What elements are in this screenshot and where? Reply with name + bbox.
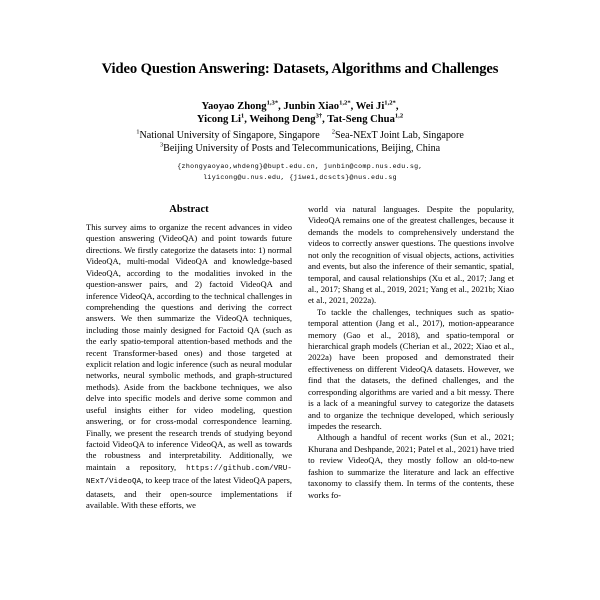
- author-name: Yaoyao Zhong: [201, 100, 267, 112]
- author-name: Yicong Li: [196, 114, 241, 125]
- intro-paragraph-continued: world via natural languages. Despite the popularity, VideoQA remains one of the greatest challenges, because it demands the models to comprehensively understand the videos to correctly answer questions. The questions involve not only the recognition of visual objects, actions, activities and events, but also the inference of their semantic, spatial, temporal, and causal relationships (Xu et al., 2017; Jang et al., 2017; Shang et al., 2019, 2021; Yang et al., 2021b; Xiao et al., 2021, 2022a).: [308, 204, 514, 306]
- author-name: Wei Ji: [355, 100, 385, 112]
- author-affil-marker: 3†: [315, 112, 323, 120]
- affiliation-text: National University of Singapore, Singapore: [139, 129, 320, 141]
- author-name: Junbin Xiao: [283, 100, 340, 112]
- author-affil-marker: 1: [240, 112, 245, 120]
- intro-paragraph-2: To tackle the challenges, techniques such as spatio-temporal attention (Jang et al., 2017), motion-appearance memory (Gao et al., 2018), and spatio-temporal or hierarchical graph models (Cherian et al., 2022; Xiao et al., 2022a) have been proposed and demonstrated their effectiveness on different VideoQA datasets. However, we find that the datasets, the defined challenges, and the corresponding algorithms are varied and a bit messy. There is a lack of a meaningful survey to categorize the datasets and to organize the technique developed, which seriously impedes the research.: [308, 306, 514, 432]
- affiliation-marker: 1: [136, 128, 140, 136]
- right-column: [308, 204, 514, 512]
- author-line-2: Yicong Li$^1$, Weihong Deng$^{3\dagger}$, Tat-Seng Chua$^{1,2}$: [196, 112, 404, 125]
- author-affil-marker: 1,3*: [266, 98, 279, 106]
- affiliation-text: Sea-NExT Joint Lab, Singapore: [335, 129, 464, 141]
- page-title: Video Question Answering: Datasets, Algorithms and Challenges: [101, 61, 499, 77]
- affiliation-block: [0, 129, 600, 155]
- abstract-text-part-1: This survey aims to organize the recent advances in video question answering (VideoQA) and point towards future directions. We firstly categorize the datasets into: 1) normal VideoQA, multi-modal VideoQA and knowledge-based VideoQA, according to the modalities invoked in the question-answer pairs, and 2) factoid VideoQA and inference VideoQA, according to the technical challenges in comprehending the questions and deriving the correct answers. We then summarize the VideoQA techniques, including those mainly designed for Factoid QA (such as the early spatio-temporal attention-based methods and the recent Transformer-based ones) and those targeted at explicit relation and logic inference (such as neural modular networks, neural symbolic methods, and graph-structured methods). Aside from the backbone techniques, we also delve into specific models and derive some common and useful insights either for video modeling, question answering, or for cross-modal correspondence learning. Finally, we present the research trends of studying beyond factoid VideoQA to inference VideoQA, as well as towards the robustness and interpretability. Additionally, we maintain a repository,: [86, 222, 292, 472]
- affiliation-marker: 3: [159, 141, 164, 149]
- author-name: Tat-Seng Chua: [327, 114, 395, 125]
- repository-url[interactable]: https://github.com/VRU-NExT/VideoQA: [86, 464, 292, 487]
- affiliation-line-2: [0, 142, 600, 155]
- affiliation-text: Beijing University of Posts and Telecommunications, Beijing, China: [163, 142, 441, 154]
- author-block: [0, 100, 600, 127]
- email-line-2: liyicong@u.nus.edu, {jiwei,dcscts}@nus.edu.sg: [203, 174, 397, 182]
- author-affil-marker: 1,2*: [384, 98, 396, 106]
- two-column-body: [86, 204, 514, 512]
- author-line-1: Yaoyao Zhong$^{1,3*}$, Junbin Xiao$^{1,2*}$, Wei $Ji^{1,2*}$,: [201, 98, 399, 112]
- affiliation-marker: 2: [331, 128, 336, 136]
- email-line-1: {zhongyaoyao,whdeng}@bupt.edu.cn, junbin@comp.nus.edu.sg,: [177, 162, 423, 170]
- abstract-text-part-2: , to keep trace of the latest VideoQA papers, datasets, and their open-source implementations if available. With these efforts, we: [86, 475, 292, 511]
- intro-paragraph-3: Although a handful of recent works (Sun et al., 2021; Khurana and Deshpande, 2021; Patel et al., 2021) have tried to review VideoQA, they mostly follow an old-to-new fashion to summarize the literature and lack an effective taxonomy to classify them. In terms of the contents, these works fo-: [308, 432, 515, 500]
- abstract-heading: Abstract: [169, 204, 209, 215]
- email-block: [0, 161, 600, 184]
- author-affil-marker: 1,2: [394, 112, 404, 120]
- author-name: Weihong Deng: [249, 114, 316, 125]
- abstract-paragraph: [86, 222, 292, 512]
- left-column: [86, 204, 292, 512]
- affiliation-line-1: [0, 129, 600, 142]
- author-affil-marker: 1,2*: [339, 98, 351, 106]
